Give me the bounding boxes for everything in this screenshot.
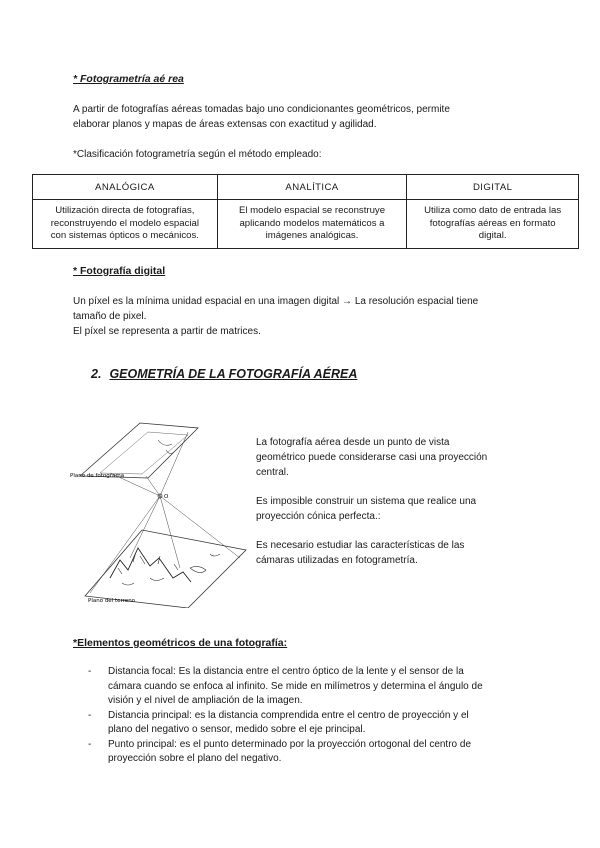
fotogrametria-paragraph — [73, 102, 573, 132]
section-title — [91, 367, 357, 381]
ray — [160, 496, 180, 568]
geometria-paragraph-1 — [256, 435, 556, 480]
section-number: 2. — [91, 367, 102, 381]
fotogrametria-line: A partir de fotografías aéreas tomadas bajo uno condicionantes geométricos, permite — [73, 104, 450, 115]
cell-line: El modelo espacial se reconstruye — [238, 205, 386, 217]
fotografia-digital-line: Un píxel es la mínima unidad espacial en una imagen digital → La resolución espacial tiene — [73, 296, 479, 307]
ray — [160, 432, 188, 496]
list-line: plano del negativo o sensor, medido sobre el eje principal. — [108, 724, 366, 735]
elementos-heading: *Elementos geométricos de una fotografía: — [73, 637, 288, 649]
photo-detail — [158, 440, 174, 454]
fotogrametria-line: elaborar planos y mapas de áreas extensas con exactitud y agilidad. — [73, 119, 377, 130]
clasificacion-table — [32, 174, 579, 249]
photo-plane — [80, 423, 198, 478]
cell-line: digital. — [478, 230, 507, 242]
geometria-line: geométrico puede considerarse casi una proyección — [256, 452, 488, 463]
list-item — [88, 665, 528, 709]
fotografia-digital-heading: * Fotografía digital — [73, 265, 166, 277]
header-analitica: ANALÍTICA — [217, 175, 407, 200]
list-item — [88, 738, 528, 767]
geometria-line: Es imposible construir un sistema que realice una — [256, 496, 477, 507]
ray — [160, 496, 240, 558]
cell-line: aplicando modelos matemáticos a — [239, 217, 385, 229]
list-dash: - — [88, 709, 92, 721]
header-analogica: ANALÓGICA — [33, 175, 218, 200]
cell-analitica — [217, 200, 407, 249]
cell-digital — [407, 200, 579, 249]
list-line: Distancia focal: Es la distancia entre el centro óptico de la lente y el sensor de la — [108, 666, 464, 677]
geometria-line: cámaras utilizadas en fotogrametría. — [256, 555, 418, 566]
list-line: Punto principal: es el punto determinado por la proyección ortogonal del centro de — [108, 738, 472, 750]
header-digital: DIGITAL — [407, 175, 579, 200]
ray — [130, 496, 160, 558]
clasificacion-intro: *Clasificación fotogrametría según el método empleado: — [73, 149, 322, 160]
list-line: Distancia principal: es la distancia comprendida entre el centro de proyección y el — [108, 709, 469, 721]
photo-inner — [100, 432, 188, 474]
section-title-text: GEOMETRÍA DE LA FOTOGRAFÍA AÉREA — [109, 367, 358, 381]
list-line: cámara cuando se enfoca al infinito. Se mide en milímetros y determina el ángulo de — [108, 680, 483, 692]
list-item — [88, 709, 528, 738]
fotografia-digital-paragraph — [73, 294, 573, 339]
fotografia-digital-line: tamaño de pixel. — [73, 311, 147, 322]
cell-line: fotografías aéreas en formato — [429, 217, 556, 229]
list-line: proyección sobre el plano del negativo. — [108, 753, 282, 764]
cell-line: Utiliza como dato de entrada las — [424, 205, 562, 217]
cell-line: con sistemas ópticos o mecánicos. — [50, 230, 199, 242]
cell-analogica — [33, 200, 218, 249]
terrain-plane — [85, 530, 246, 608]
table-header-row — [33, 175, 579, 200]
geometria-line: La fotografía aérea desde un punto de vista — [256, 437, 450, 448]
geometria-line: Es necesario estudiar las características de las — [256, 540, 465, 551]
table-row — [33, 200, 579, 249]
geometria-paragraph-3 — [256, 538, 556, 568]
geometria-line: proyección cónica perfecta.: — [256, 511, 381, 522]
geometria-paragraph-2 — [256, 494, 556, 524]
cell-line: reconstruyendo el modelo espacial — [50, 217, 199, 229]
cell-line: Utilización directa de fotografías, — [55, 205, 195, 217]
list-line: visión y el nivel de ampliación de la imagen. — [108, 695, 303, 706]
list-dash: - — [88, 738, 92, 750]
geometria-line: central. — [256, 467, 289, 478]
cell-line: imágenes analógicas. — [265, 230, 359, 242]
terrain-feature — [190, 554, 220, 573]
fotogrametria-heading: * Fotogrametría aé rea — [73, 73, 184, 85]
label-o: O — [164, 494, 169, 500]
elementos-list — [88, 665, 528, 767]
central-projection-diagram — [70, 418, 250, 608]
list-dash: - — [88, 666, 92, 677]
label-plano-terreno: Plano del terreno — [88, 598, 136, 604]
label-plano-fotograma: Plano de fotograma — [70, 473, 125, 479]
fotografia-digital-line: El píxel se representa a partir de matrices. — [73, 326, 261, 337]
